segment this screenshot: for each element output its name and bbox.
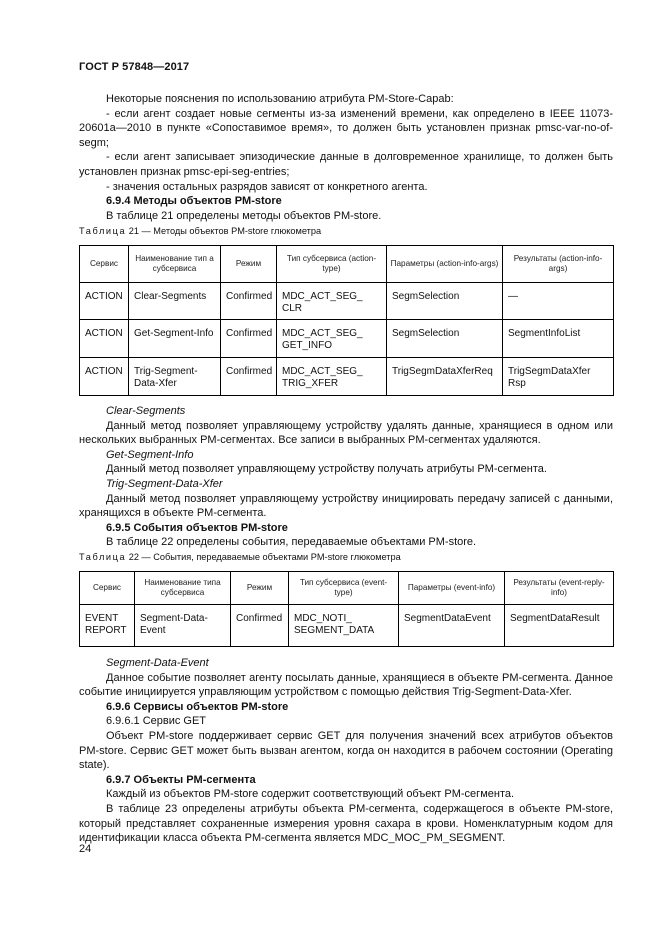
table-cell: SegmentDataResult	[505, 605, 614, 647]
paragraph: В таблице 23 определены атрибуты объекта PM-сегмента, содержащегося в объекте PM-store, который представляет сохраненные измерения уровня сахара в крови. Номенклатурным кодом для идентификации класса объекта PM-сегмента является MDC_MOC_PM_SEGMENT.	[79, 802, 613, 845]
table-cell: Confirmed	[221, 358, 277, 396]
table-cell: SegmentInfoList	[503, 320, 614, 358]
table-cell: TrigSegmDataXferReq	[387, 358, 503, 396]
paragraph: Данный метод позволяет управляющему устройству получать атрибуты PM-сегмента.	[106, 463, 547, 476]
table-header-cell: Сервис	[80, 246, 129, 283]
table22	[79, 571, 614, 647]
table-header-cell: Результаты (action-info-args)	[503, 246, 614, 283]
term: Segment-Data-Event	[106, 657, 209, 669]
table-cell: Confirmed	[231, 605, 289, 647]
table-header-cell: Тип субсервиса (event-type)	[289, 572, 399, 605]
paragraph: - если агент создает новые сегменты из-за изменений времени, как определено в IEEE 11073-20601a—2010 в пункте «Сопоставимое время», то должен быть установлен признак pmsc-var-no-of-segm;	[79, 107, 613, 149]
table-cell: ACTION	[80, 320, 129, 358]
paragraph: Объект PM-store поддерживает сервис GET для получения значений всех атрибутов объектов PM-store. Сервис GET может быть вызван агентом, когда он находится в рабочем состоянии (Operating state).	[79, 729, 613, 772]
table-header-row	[80, 572, 614, 605]
paragraph: Данный метод позволяет управляющему устройству инициировать передачу записей с данными, хранящихся в объекте PM-сегмента.	[79, 492, 613, 520]
table-cell: MDC_ACT_SEG_ TRIG_XFER	[277, 358, 387, 396]
table-row	[80, 605, 614, 647]
table-row	[80, 358, 614, 396]
subsection-heading-6-9-6-1: 6.9.6.1 Сервис GET	[106, 715, 207, 728]
table-row	[80, 283, 614, 320]
term: Get-Segment-Info	[106, 448, 194, 461]
paragraph: Данное событие позволяет агенту посылать данные, хранящиеся в объекте PM-сегмента. Данное событие инициируется управляющим устройством с помощью действия Trig-Segment-Data-Xfer.	[79, 671, 613, 699]
standard-header: ГОСТ Р 57848—2017	[79, 61, 190, 73]
paragraph: Некоторые пояснения по использованию атрибута PM-Store-Capab:	[106, 93, 454, 105]
page-number: 24	[79, 843, 92, 855]
table22-caption	[79, 551, 401, 563]
paragraph: - значения остальных разрядов зависят от конкретного агента.	[106, 180, 428, 193]
table-cell: Segment-Data-Event	[135, 605, 231, 647]
table-cell: Confirmed	[221, 320, 277, 358]
table-cell: SegmSelection	[387, 320, 503, 358]
term: Clear-Segments	[106, 405, 186, 417]
table-cell: ACTION	[80, 358, 129, 396]
section-heading-6-9-6: 6.9.6 Сервисы объектов PM-store	[106, 700, 289, 713]
paragraph: Данный метод позволяет управляющему устройству удалять данные, хранящиеся в одном или нескольких выбранных PM-сегментах. Все записи в выбранных PM-сегментах удаляются.	[79, 419, 613, 447]
table-cell: Get-Segment-Info	[129, 320, 221, 358]
paragraph: Каждый из объектов PM-store содержит соответствующий объект PM-сегмента.	[106, 788, 515, 801]
table-cell: MDC_NOTI_ SEGMENT_DATA	[289, 605, 399, 647]
table-cell: MDC_ACT_SEG_ GET_INFO	[277, 320, 387, 358]
table-header-cell: Результаты (event-reply-info)	[505, 572, 614, 605]
section-heading-6-9-5: 6.9.5 События объектов PM-store	[106, 521, 288, 534]
caption-text: 21 — Методы объектов PM-store глюкометра	[126, 226, 322, 236]
caption-prefix: Таблица	[79, 226, 127, 236]
table-cell: MDC_ACT_SEG_ CLR	[277, 283, 387, 320]
table-header-cell: Тип субсервиса (action-type)	[277, 246, 387, 283]
table-cell: EVENT REPORT	[80, 605, 135, 647]
table-cell: Trig-Segment-Data-Xfer	[129, 358, 221, 396]
paragraph: В таблице 21 определены методы объектов PM-store.	[106, 209, 382, 222]
term: Trig-Segment-Data-Xfer	[106, 477, 223, 490]
table-header-cell: Сервис	[80, 572, 135, 605]
table-cell: SegmSelection	[387, 283, 503, 320]
methods-description	[79, 404, 613, 550]
table-cell: ACTION	[80, 283, 129, 320]
table-header-cell: Режим	[221, 246, 277, 283]
table-header-cell: Наименование тип а субсервиса	[129, 246, 221, 283]
table-header-cell: Параметры (event-info)	[399, 572, 505, 605]
table21	[79, 245, 614, 396]
table-header-row	[80, 246, 614, 283]
table-header-cell: Параметры (action-info-args)	[387, 246, 503, 283]
table-cell: Confirmed	[221, 283, 277, 320]
caption-prefix: Таблица	[79, 552, 127, 562]
table-header-cell: Наименование типа субсервиса	[135, 572, 231, 605]
events-services-section	[79, 656, 613, 846]
caption-text: 22 — События, передаваемые объектами PM-store глюкометра	[126, 552, 401, 562]
section-heading-6-9-4: 6.9.4 Методы объектов PM-store	[106, 195, 282, 208]
table-row	[80, 320, 614, 358]
table-cell: —	[503, 283, 614, 320]
table-header-cell: Режим	[231, 572, 289, 605]
section-heading-6-9-7: 6.9.7 Объекты PM-сегмента	[106, 773, 256, 786]
table-cell: TrigSegmDataXfer Rsp	[503, 358, 614, 396]
table-cell: SegmentDataEvent	[399, 605, 505, 647]
paragraph: - если агент записывает эпизодические данные в долговременное хранилище, то должен быть установлен признак pmsc-epi-seg-entries;	[79, 151, 613, 178]
paragraph: В таблице 22 определены события, передаваемые объектами PM-store.	[106, 536, 477, 549]
intro-section	[79, 92, 613, 223]
table21-caption	[79, 225, 321, 237]
table-cell: Clear-Segments	[129, 283, 221, 320]
